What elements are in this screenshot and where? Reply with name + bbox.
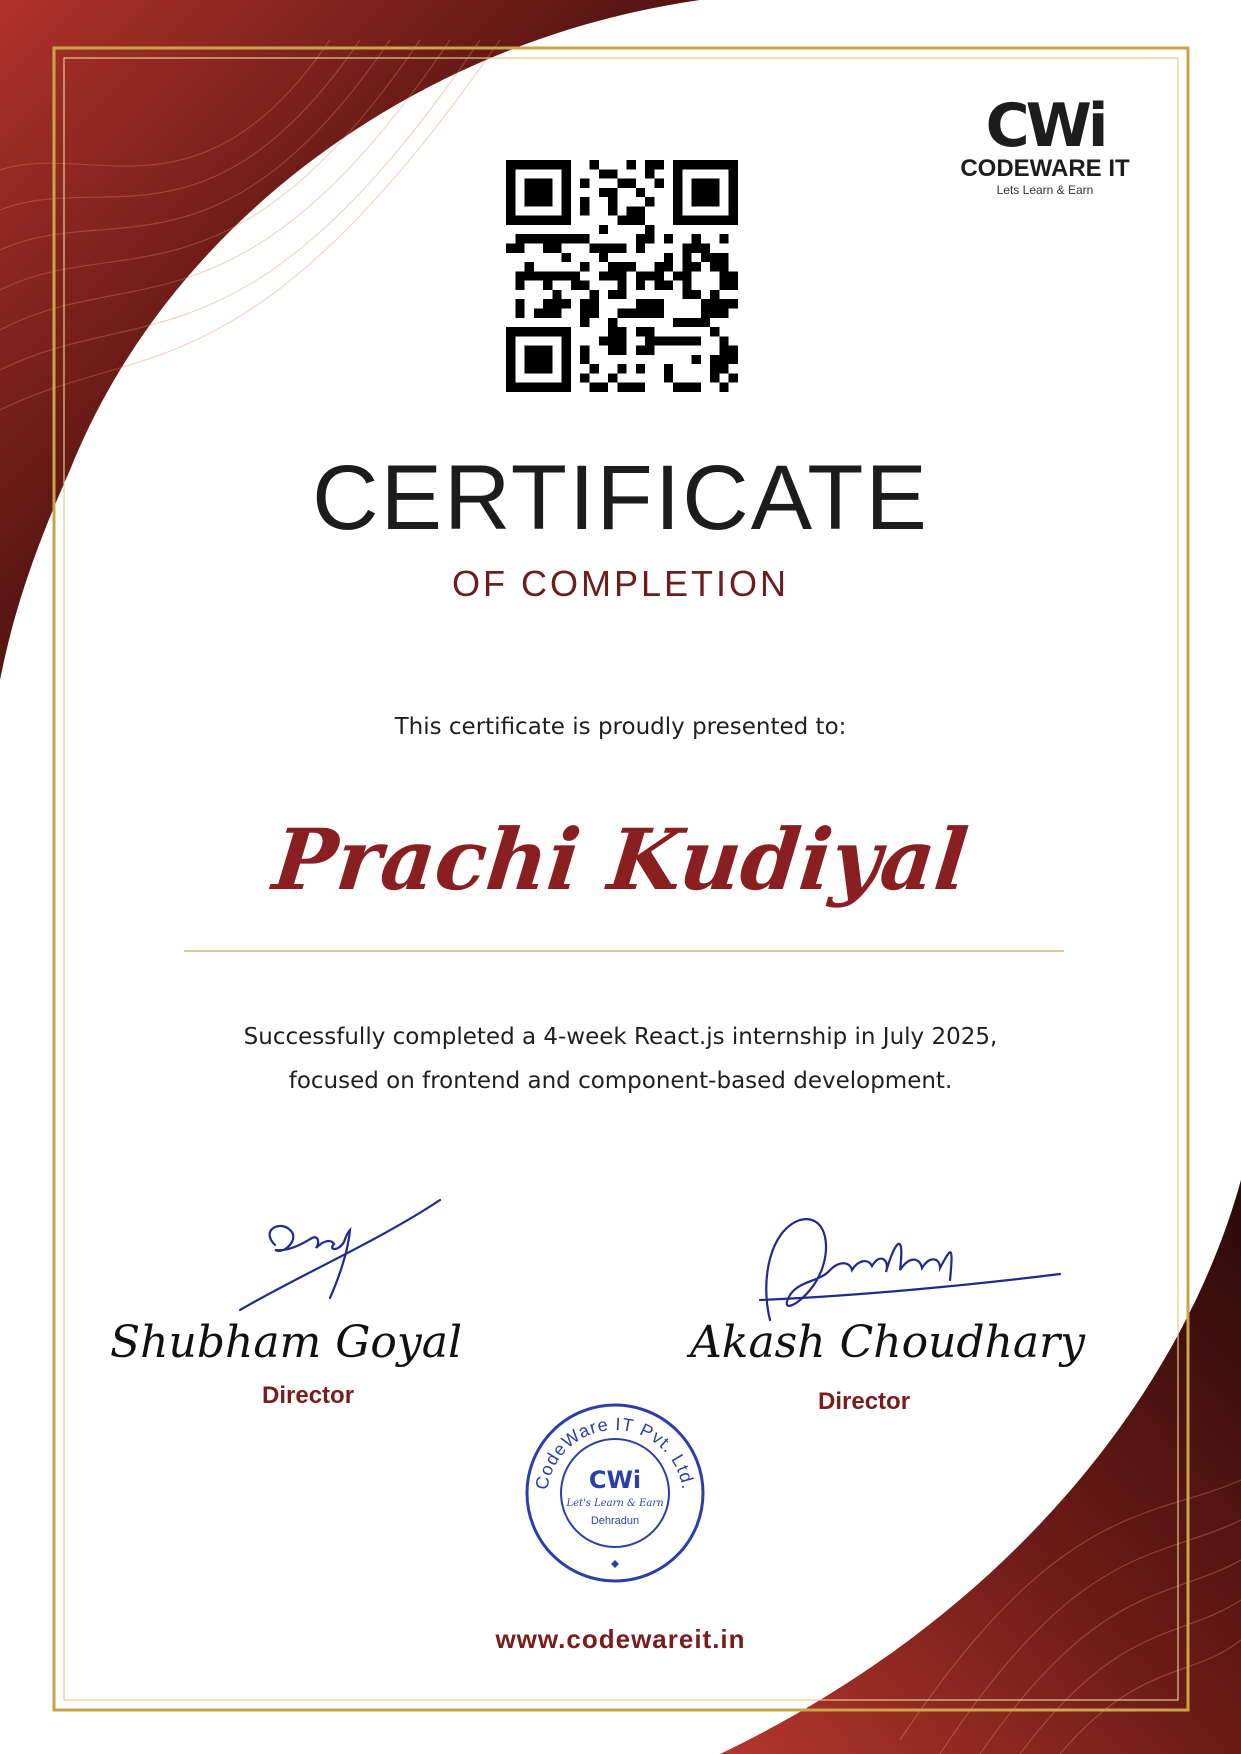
signature-2-scribble xyxy=(740,1200,1070,1330)
stamp-mark: CWi xyxy=(588,1466,642,1494)
description-line-2: focused on frontend and component-based development. xyxy=(288,1068,953,1094)
certificate-title: CERTIFICATE xyxy=(312,447,929,549)
signature-2-role: Director xyxy=(818,1388,911,1415)
logo-mark: CWi xyxy=(985,91,1105,161)
name-underline xyxy=(184,950,1064,952)
signature-1-role: Director xyxy=(262,1382,355,1409)
recipient-name: Prachi Kudiyal xyxy=(268,810,973,909)
stamp-ring-text: CodeWare IT Pvt. Ltd. xyxy=(531,1413,699,1492)
certificate-subtitle: OF COMPLETION xyxy=(451,563,790,604)
signature-2-name: Akash Choudhary xyxy=(690,1317,1086,1368)
signature-1-name: Shubham Goyal xyxy=(110,1317,463,1368)
description-line-1: Successfully completed a 4-week React.js internship in July 2025, xyxy=(243,1024,998,1050)
brand-name: CODEWARE IT xyxy=(960,155,1130,182)
website-link[interactable]: www.codewareit.in xyxy=(495,1624,746,1654)
brand-tagline: Lets Learn & Earn xyxy=(996,183,1094,197)
company-stamp xyxy=(520,1398,710,1588)
signature-1-scribble xyxy=(230,1180,460,1320)
stamp-tagline: Let's Learn & Earn xyxy=(566,1498,664,1509)
stamp-city: Dehradun xyxy=(590,1515,640,1527)
presented-to-text: This certificate is proudly presented to: xyxy=(394,714,847,740)
codeware-logo xyxy=(930,91,1160,197)
qr-code xyxy=(506,160,738,392)
